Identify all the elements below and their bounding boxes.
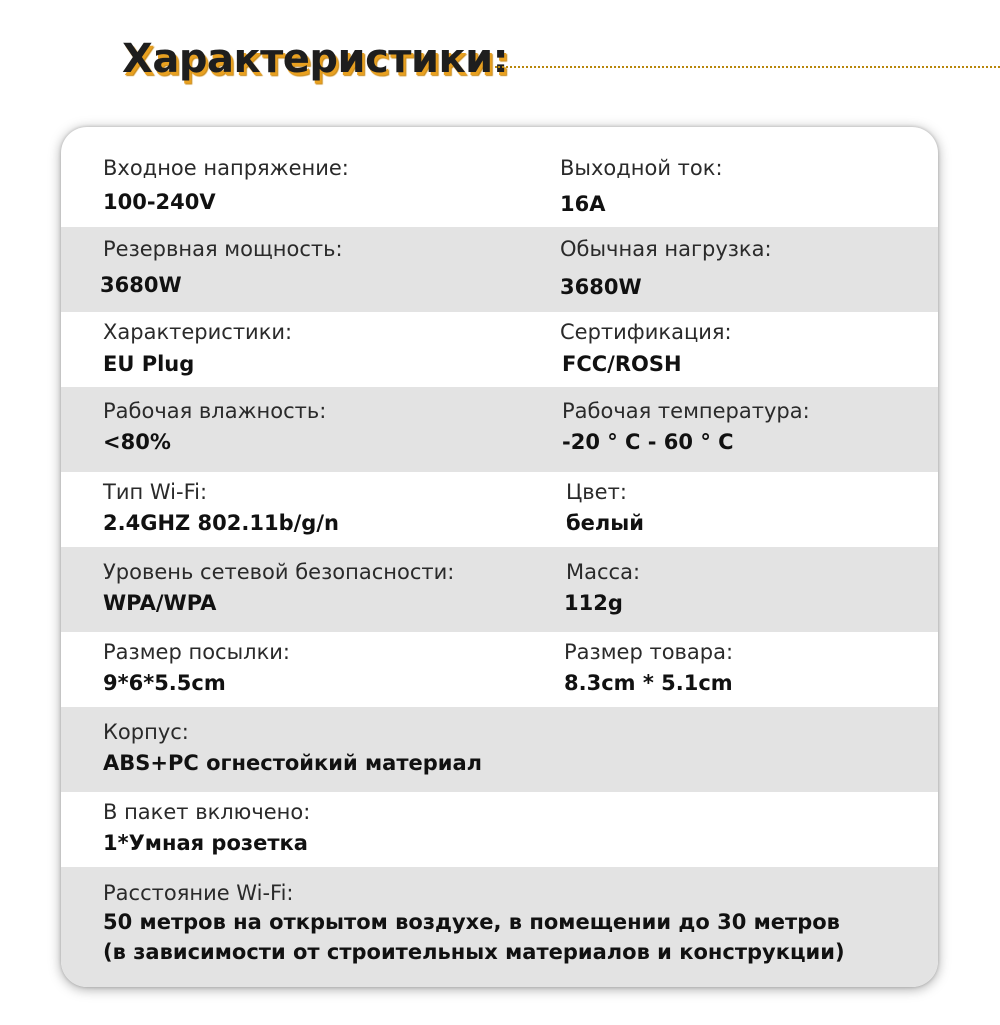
- spec-label: Тип Wi-Fi:: [103, 480, 208, 504]
- spec-row: [61, 227, 938, 312]
- spec-label: Выходной ток:: [560, 156, 723, 180]
- spec-label: Сертификация:: [560, 320, 732, 344]
- spec-label: Характеристики:: [103, 320, 293, 344]
- spec-label: Корпус:: [103, 720, 189, 744]
- spec-label: Рабочая влажность:: [103, 399, 327, 423]
- spec-row: [61, 632, 938, 707]
- spec-value: 100-240V: [103, 190, 216, 214]
- spec-value: WPA/WPA: [103, 591, 217, 615]
- spec-label: Расстояние Wi-Fi:: [103, 881, 294, 905]
- spec-row: [61, 387, 938, 472]
- spec-row: [61, 472, 938, 547]
- spec-label: Масса:: [566, 560, 641, 584]
- spec-value: <80%: [103, 430, 171, 454]
- spec-label: Цвет:: [566, 480, 627, 504]
- spec-value: 50 метров на открытом воздухе, в помещении до 30 метров: [103, 910, 840, 934]
- spec-row: [61, 867, 938, 987]
- spec-label: Уровень сетевой безопасности:: [103, 560, 455, 584]
- spec-value: белый: [566, 511, 644, 535]
- title-dotted-divider: [495, 66, 1000, 68]
- spec-value: -20 ° C - 60 ° C: [562, 430, 734, 454]
- spec-label: Рабочая температура:: [562, 399, 810, 423]
- spec-row: [61, 312, 938, 387]
- spec-label: Размер товара:: [564, 640, 734, 664]
- spec-value-line2: (в зависимости от строительных материалов и конструкции): [103, 940, 845, 964]
- spec-value: 1*Умная розетка: [103, 831, 308, 855]
- spec-value: 3680W: [560, 275, 642, 299]
- spec-value: 3680W: [100, 273, 182, 297]
- spec-label: Входное напряжение:: [103, 156, 349, 180]
- section-title: Характеристики:: [122, 36, 509, 82]
- specifications-card: [61, 127, 938, 987]
- spec-value: 16A: [560, 192, 606, 216]
- spec-value: 2.4GHZ 802.11b/g/n: [103, 511, 339, 535]
- spec-value: EU Plug: [103, 352, 195, 376]
- spec-row: [61, 547, 938, 632]
- spec-label: Резервная мощность:: [103, 237, 343, 261]
- spec-row: [61, 707, 938, 792]
- spec-value: 112g: [564, 591, 623, 615]
- spec-label: Размер посылки:: [103, 640, 291, 664]
- spec-row: [61, 792, 938, 867]
- spec-label: Обычная нагрузка:: [560, 237, 772, 261]
- spec-value: 9*6*5.5cm: [103, 671, 226, 695]
- spec-row: [61, 127, 938, 227]
- spec-value: FCC/ROSH: [562, 352, 682, 376]
- spec-value: 8.3cm * 5.1cm: [564, 671, 733, 695]
- spec-value: ABS+PC огнестойкий материал: [103, 751, 483, 775]
- spec-label: В пакет включено:: [103, 800, 311, 824]
